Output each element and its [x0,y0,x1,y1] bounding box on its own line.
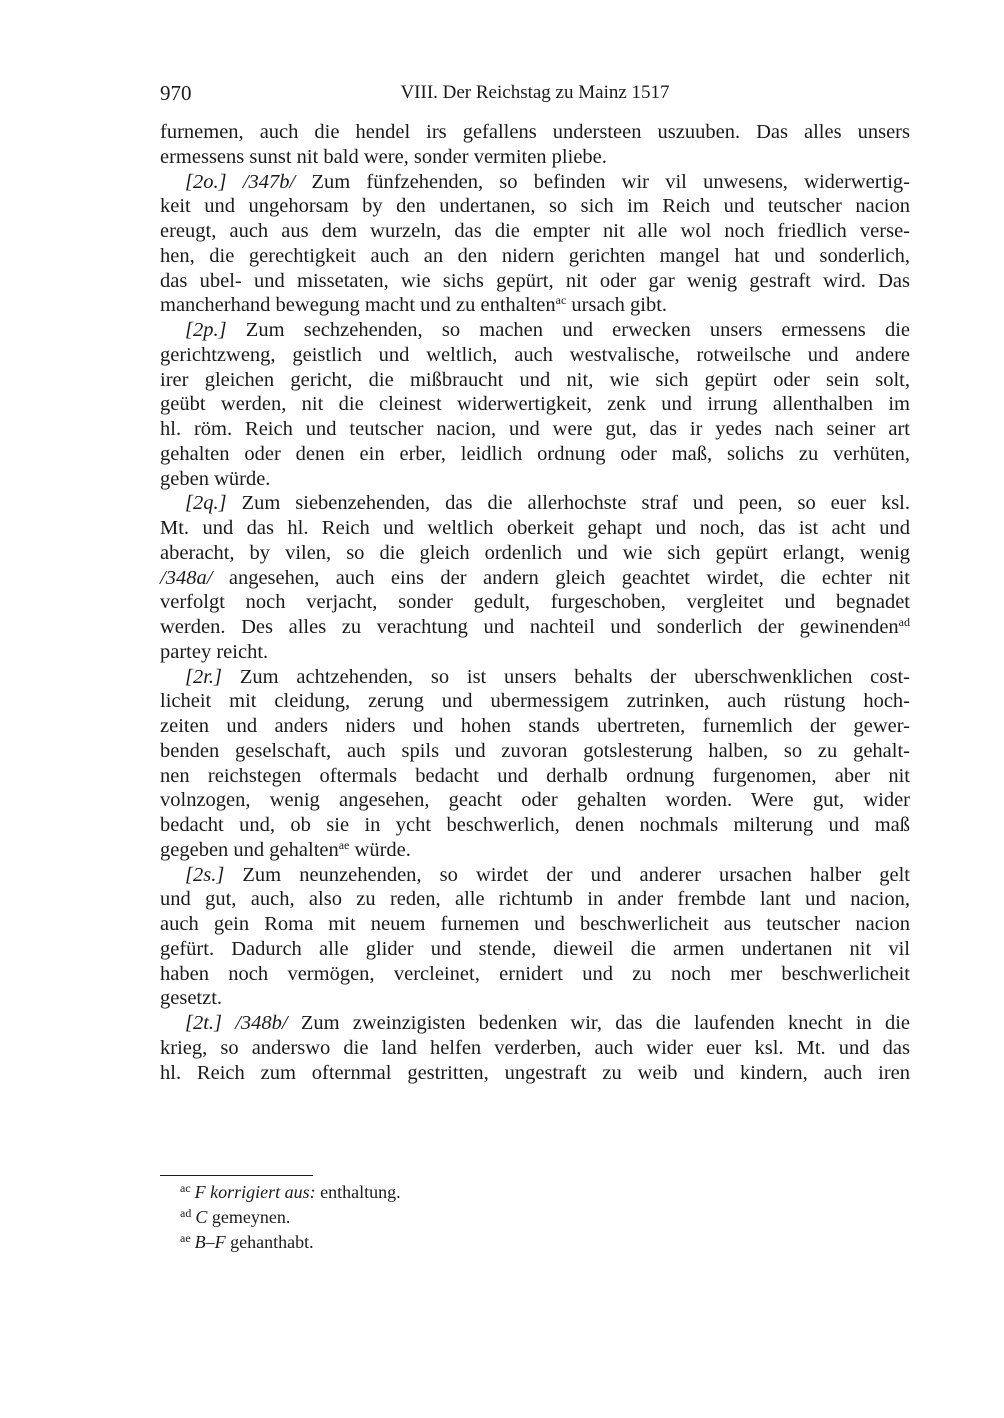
footnotes [180,1180,880,1255]
page-header [160,78,910,108]
section-label: [2p.] [185,319,227,341]
text-line: gerichtzweng, geistlich und weltlich, auch westvalische, rotweilsche und andere [160,343,910,366]
footnote-ad [180,1205,880,1230]
text-line: zeiten und anders niders und hohen stands ubertreten, furnemlich der gewer- [160,715,910,737]
text-line: ermessens sunst nit bald were, sonder vermiten pliebe. [160,145,607,168]
text-line: geben würde. [160,467,271,490]
text-line: volnzogen, wenig angesehen, geacht oder gehalten worden. Were gut, wider [160,789,910,812]
folio-marker: /348a/ [160,566,213,589]
text-line: furnemen, auch die hendel irs gefallens understeen uszuuben. Das alles unsers [160,121,910,143]
footnote-reference[interactable]: ae [338,837,350,852]
footnote-reference[interactable]: ad [898,615,910,629]
text-line: hl. Reich zum ofternmal gestritten, ungestraft zu weib und kindern, auch iren [160,1061,910,1084]
text-line: benden geselschaft, auch spils und zuvoran gotslesterung halben, so zu gehalt- [160,739,910,762]
footnote-divider [160,1175,313,1176]
text-line: auch gein Roma mit neuem furnemen und beschwerlicheit aus teutscher nacion [160,913,910,935]
text-line: und gut, auch, also zu reden, alle richtumb in ander frembde lant und nacion, [160,888,910,911]
text-line: gefürt. Dadurch alle glider und stende, dieweil die armen undertanen nit vil [160,937,910,960]
text-line: partey reicht. [160,640,269,663]
text-line: nen reichstegen oftermals bedacht und derhalb ordnung furgenomen, aber nit [160,764,910,787]
section-label: [2r.] [185,665,223,688]
text-line: gegeben und gehalten$^{ae}$ würde. [160,837,411,861]
text-line: [2o.] /347b/ Zum fünfzehenden, so befinden wir vil unwesens, widerwertig- [185,170,911,193]
text-line: haben noch vermögen, vercleinet, ernidert und zu noch mer beschwerlicheit [160,962,910,985]
text-line: irer gleichen gericht, die mißbraucht und nit, wie sich gepürt oder sein solt, [160,368,910,391]
text-line: [2q.] Zum siebenzehenden, das die allerhochste straf und peen, so euer ksl. [185,492,910,515]
text-line: [2p.] Zum sechzehenden, so machen und erwecken unsers ermessens die [185,319,910,341]
text-line: mancherhand bewegung macht und zu enthalten$^{ac}$ ursach gibt. [160,293,668,317]
footnote-ac [180,1180,880,1205]
text-line: /348a/ angesehen, auch eins der andern gleich geachtet wirdet, die echter nit [160,566,910,589]
section-label: [2q.] [185,492,227,515]
text-line: licheit mit cleidung, zerung und ubermessigem zutrinken, auch rüstung hoch- [160,690,910,713]
footnote-source: B–F [194,1232,226,1252]
footnote-text: gemeynen. [207,1207,291,1227]
paragraph-2r [160,665,910,863]
running-head: VIII. Der Reichstag zu Mainz 1517 [400,82,670,103]
footnote-mark: ae [180,1231,191,1245]
footnote-source: C [195,1207,208,1227]
text-line: verfolgt noch verjacht, sonder gedult, furgeschoben, vergleitet und begnadet [160,591,910,614]
footnote-text: enthaltung. [315,1182,401,1202]
footnote-text: gehanthabt. [225,1232,314,1252]
text-line: [2s.] Zum neunzehenden, so wirdet der und anderer ursachen halber gelt [185,863,910,886]
text-line: gehalten oder denen ein erber, leidlich ordnung oder maß, solichs zu verhüten, [160,442,910,465]
text-line: hen, die gerechtigkeit auch an den nidern gerichten mangel hat und sonderlich, [160,244,910,267]
section-label: [2o.] [185,170,227,193]
footnote-mark: ad [180,1206,192,1220]
text-line: krieg, so anderswo die land helfen verderben, auch wider euer ksl. Mt. und das [160,1036,910,1059]
footnote-reference[interactable]: ac [555,293,567,308]
section-label: [2t.] [185,1012,223,1034]
text-line: geübt werden, nit die cleinest widerwertigkeit, zenk und irrung allenthalben im [160,393,910,416]
page-number: 970 [160,81,192,105]
paragraph-continuation [160,120,910,170]
text-line: [2r.] Zum achtzehenden, so ist unsers behalts der uberschwenklichen cost- [185,665,910,688]
text-line: hl. röm. Reich und teutscher nacion, und were gut, das ir yedes nach seiner art [160,418,910,440]
text-line: werden. Des alles zu verachtung und nachteil und sonderlich der gewinenden$^{ad}$ [160,615,910,638]
paragraph-2p [160,318,910,491]
text-line: das ubel- und missetaten, wie sichs gepürt, nit oder gar wenig gestraft wird. Das [160,269,910,292]
text-line: aberacht, by vilen, so die gleich ordenlich und wie sich gepürt erlangt, wenig [160,541,910,564]
text-line: Mt. und das hl. Reich und weltlich oberkeit gehapt und noch, das ist acht und [160,517,910,539]
text-line: ereugt, auch aus dem wurzeln, das die empter nit alle wol noch friedlich verse- [160,220,910,242]
text-line: keit und ungehorsam by den undertanen, so sich im Reich und teutscher nacion [160,195,910,218]
text-line: gesetzt. [160,987,223,1010]
footnote-source: F korrigiert aus: [194,1182,316,1202]
folio-marker: /348b/ [235,1012,288,1034]
body-text [160,120,910,1085]
folio-marker: /347b/ [242,170,296,193]
section-label: [2s.] [185,863,225,886]
paragraph-2q [160,491,910,664]
paragraph-2o [160,170,910,319]
paragraph-2s [160,863,910,1012]
footnote-mark: ac [180,1181,191,1195]
paragraph-2t [160,1011,910,1085]
text-line: bedacht und, ob sie in ycht beschwerlich, denen nochmals milterung und maß [160,814,910,836]
footnote-ae [180,1230,880,1255]
text-line: [2t.] /348b/ Zum zweinzigisten bedenken wir, das die laufenden knecht in die [185,1012,911,1034]
